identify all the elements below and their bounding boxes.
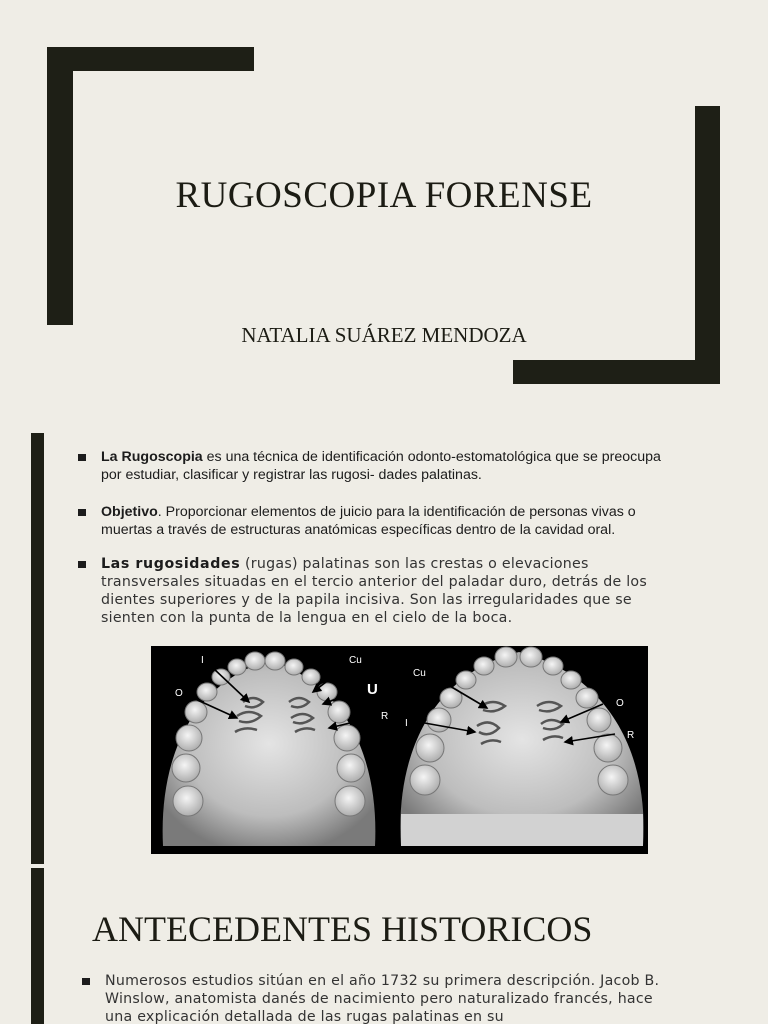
bullet-bold-lead: Las rugosidades bbox=[101, 556, 241, 572]
label-left-cu: Cu bbox=[349, 655, 362, 666]
label-right-i: I bbox=[405, 718, 408, 729]
label-right-cu: Cu bbox=[413, 668, 426, 679]
dental-cast-illustration bbox=[151, 646, 648, 854]
bullet-item bbox=[78, 449, 666, 484]
label-right-o: O bbox=[616, 698, 624, 709]
label-left-r: R bbox=[381, 711, 389, 722]
bullet-text: es una técnica de identificación odonto-estomatológica que se preocupa por estudiar, clasificar y registrar las rugosi- dades palatinas. bbox=[101, 449, 661, 483]
bullet-bold-lead: Objetivo bbox=[101, 504, 158, 520]
bullet-text: . Proporcionar elementos de juicio para la identificación de personas vivas o muertas a través de estructuras anatómicas específicas dentro de la cavidad oral. bbox=[101, 504, 636, 538]
accent-side-bar bbox=[31, 433, 44, 864]
author-name: NATALIA SUÁREZ MENDOZA bbox=[241, 323, 527, 347]
history-slide bbox=[0, 864, 768, 1024]
title-slide bbox=[0, 0, 768, 416]
frame-bar-bottom-right-horizontal bbox=[513, 360, 720, 384]
bullet-item bbox=[78, 555, 666, 627]
definition-slide bbox=[0, 416, 768, 864]
bullet-item bbox=[78, 504, 666, 539]
accent-side-bar bbox=[31, 868, 44, 1024]
label-left-u: U bbox=[367, 681, 378, 698]
bullet-bold-lead: La Rugoscopia bbox=[101, 449, 203, 465]
definition-bullets-continued bbox=[78, 555, 666, 627]
slide-title: RUGOSCOPIA FORENSE bbox=[175, 175, 593, 216]
history-bullets bbox=[82, 972, 672, 1024]
left-dental-cast bbox=[163, 652, 389, 846]
bullet-text: Numerosos estudios sitúan en el año 1732 su primera descripción. Jacob B. Winslow, anatomista danés de nacimiento pero naturalizado francés, hace una explicación detallada de las rugas palatinas en su bbox=[105, 973, 660, 1024]
label-left-i: I bbox=[201, 655, 204, 666]
bullet-item bbox=[82, 972, 672, 1024]
section-title: ANTECEDENTES HISTORICOS bbox=[92, 909, 593, 949]
frame-bar-top-left-horizontal bbox=[47, 47, 254, 71]
label-right-r: R bbox=[627, 730, 635, 741]
bullet-text: (rugas) palatinas son las crestas o elevaciones transversales situadas en el tercio anterior del paladar duro, detrás de los dientes superiores y de la papila incisiva. Son las irregularidades que se sienten con la punta de la lengua en el cielo de la boca. bbox=[101, 556, 647, 626]
label-left-o: O bbox=[175, 688, 183, 699]
palatal-rugae-figure bbox=[151, 646, 648, 854]
right-dental-cast bbox=[400, 647, 643, 846]
definition-bullets bbox=[78, 449, 666, 539]
